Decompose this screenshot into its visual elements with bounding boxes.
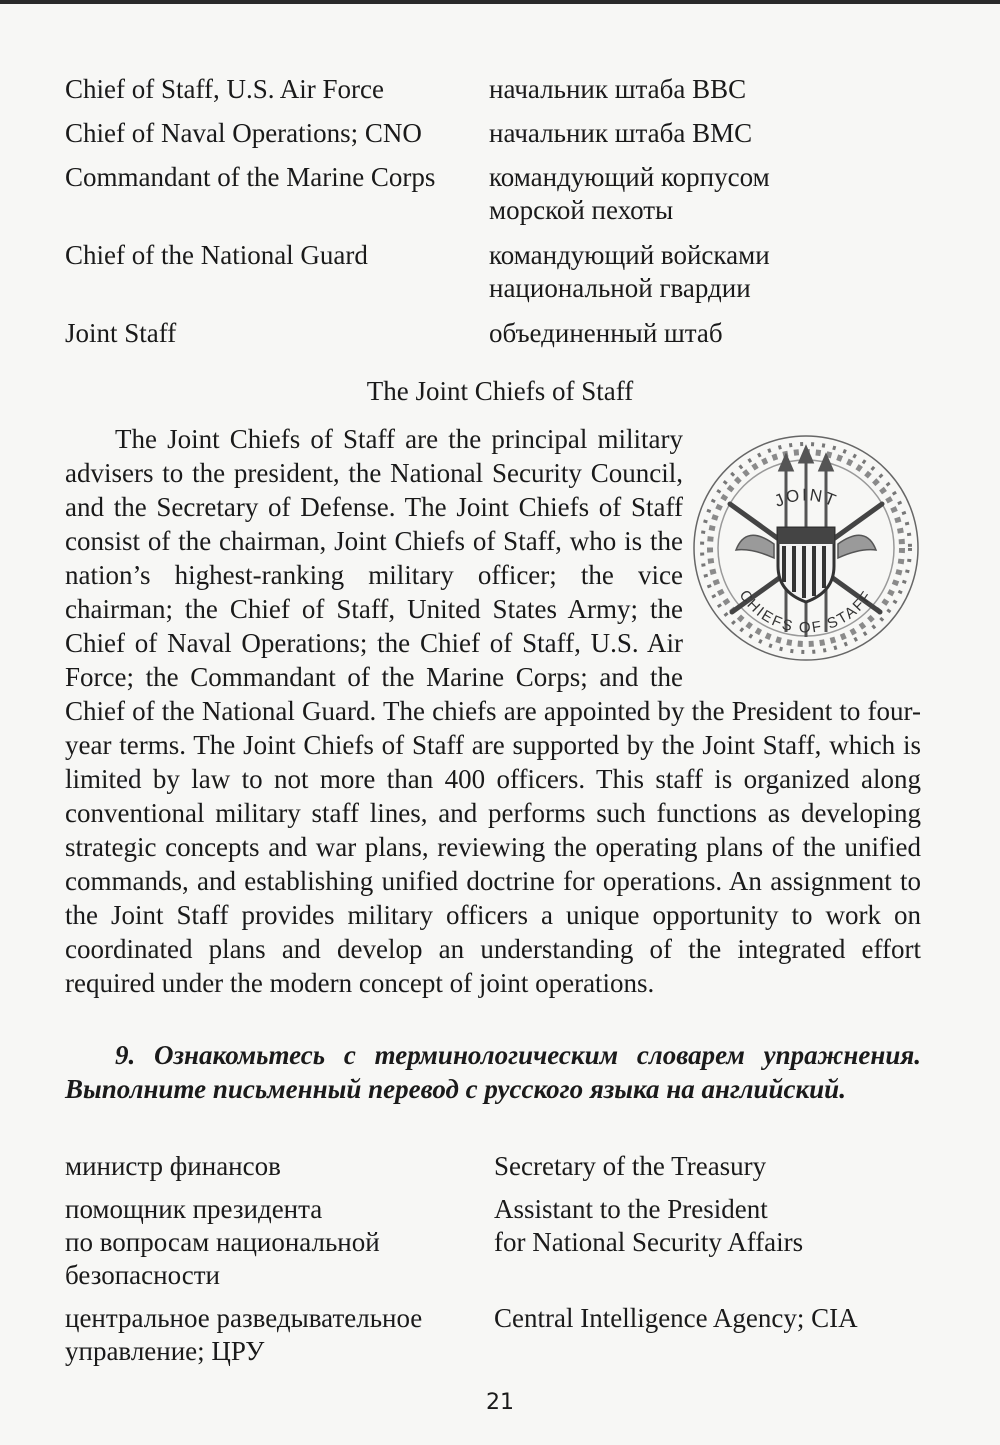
exercise-instruction bbox=[65, 1038, 921, 1106]
glossary-translation: командующий корпусом морской пехоты bbox=[489, 162, 770, 225]
emblem-top-text: JOINT bbox=[771, 485, 841, 511]
glossary-translation: начальник штаба ВМС bbox=[489, 118, 753, 148]
glossary-row bbox=[65, 1150, 935, 1183]
glossary-translation: Central Intelligence Agency; CIA bbox=[494, 1303, 858, 1333]
glossary-row bbox=[65, 239, 935, 305]
glossary-term: Commandant of the Marine Corps bbox=[65, 162, 436, 192]
glossary-translation: командующий войсками национальной гвардии bbox=[489, 240, 770, 303]
glossary-row bbox=[65, 73, 935, 106]
glossary-term: центральное разведывательное управление; ЦРУ bbox=[65, 1303, 423, 1366]
exercise-text: 9. Ознакомьтесь с терминологическим словарем упражнения. Выполните письменный перевод с русского языка на английский. bbox=[65, 1040, 921, 1104]
joint-chiefs-of-staff-emblem-icon bbox=[690, 432, 922, 664]
glossary-term: министр финансов bbox=[65, 1151, 281, 1181]
glossary-ru-en bbox=[65, 1150, 935, 1378]
glossary-term: Joint Staff bbox=[65, 318, 177, 348]
glossary-term: Chief of the National Guard bbox=[65, 240, 368, 270]
glossary-row bbox=[65, 117, 935, 150]
page-number: 21 bbox=[486, 1390, 514, 1415]
glossary-translation: начальник штаба ВВС bbox=[489, 74, 747, 104]
glossary-term: Chief of Naval Operations; CNO bbox=[65, 118, 422, 148]
glossary-translation: Assistant to the President for National Security Affairs bbox=[494, 1194, 804, 1257]
paragraph-text: The Joint Chiefs of Staff are the principal military advisers to the president, the National Security Council, and the Secretary of Defense. The Joint Chiefs of Staff consist of the chairman, Joint Chiefs of Staff, who is the nation’s highest-ranking military officer; the vice chairman; the Chief of Staff, United States Army; the Chief of Naval Operations; the Chief of Staff, U.S. Air Force; the Commandant of the Marine Corps; and the Chief of the National Guard. The chiefs are appointed by the President to four-year terms. The Joint Chiefs of Staff are supported by the Joint Staff, which is limited by law to not more than 400 officers. This staff is organized along conventional military staff lines, and performs such functions as developing strategic concepts and war plans, reviewing the operating plans of the unified commands, and establishing unified doctrine for operations. An assignment to the Joint Staff provides military officers a unique opportunity to work on coordinated plans and develop an understanding of the integrated effort required under the modern concept of joint operations. bbox=[65, 424, 921, 998]
glossary-row bbox=[65, 1193, 935, 1292]
glossary-translation: объединенный штаб bbox=[489, 318, 723, 348]
glossary-term: помощник президента по вопросам национальной безопасности bbox=[65, 1194, 380, 1290]
glossary-row bbox=[65, 161, 935, 227]
glossary-en-ru bbox=[65, 73, 935, 361]
section-title: The Joint Chiefs of Staff bbox=[366, 376, 634, 406]
glossary-row bbox=[65, 1302, 935, 1368]
emblem-bottom-text: CHIEFS OF STAFF bbox=[735, 587, 877, 637]
shield bbox=[778, 528, 834, 602]
glossary-translation: Secretary of the Treasury bbox=[494, 1151, 767, 1181]
glossary-term: Chief of Staff, U.S. Air Force bbox=[65, 74, 384, 104]
top-border-line bbox=[0, 0, 1000, 4]
glossary-row bbox=[65, 317, 935, 350]
